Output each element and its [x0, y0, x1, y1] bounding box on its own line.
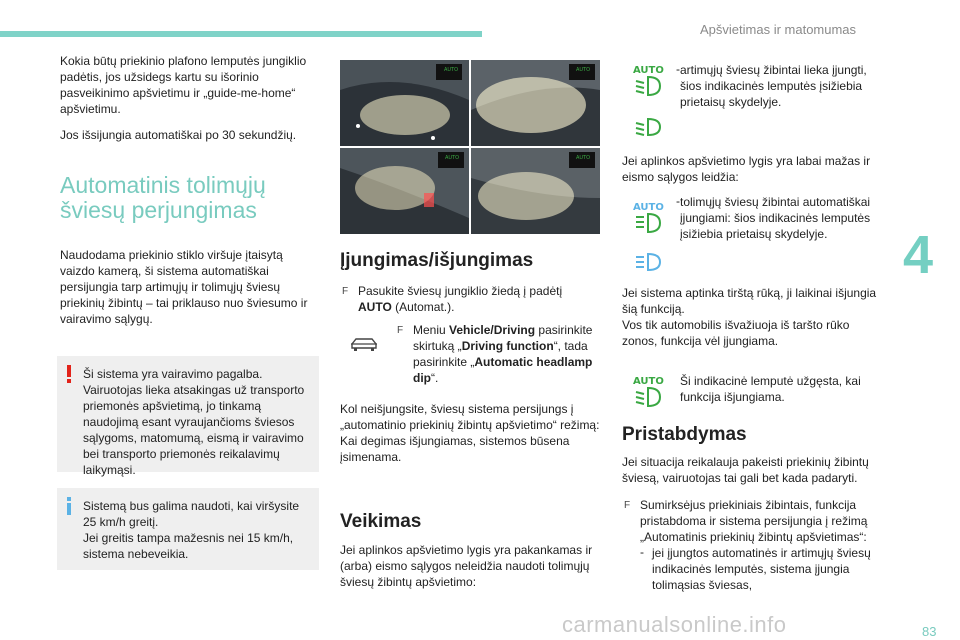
warning-text: Ši sistema yra vairavimo pagalba. Vairuotojas lieka atsakingas už transporto priemonės apšvietimą, jo tinkamą naudojimą esant vyraujančioms šviesos sąlygoms, matomumą, eismą ir vairavimo bei transporto priemonės reikalavimų laikymąsi. [83, 367, 305, 477]
svg-text:AUTO: AUTO [445, 155, 460, 161]
auto-dipped-beam-indicator-icon [630, 63, 666, 97]
pause-sub-item [640, 545, 882, 593]
dipped-beam-item [676, 62, 880, 110]
function-off-text: Ši indikacinė lemputė užgęsta, kai funkcija išjungiama. [680, 374, 861, 404]
header-accent-bar [0, 31, 482, 37]
dipped-beam-indicator-icon [632, 117, 664, 137]
dipped-beam-dash: - [676, 62, 680, 76]
page-number: 83 [922, 624, 937, 639]
warning-box [57, 356, 319, 477]
auto-off-icon-label: AUTO [633, 376, 664, 387]
svg-text:AUTO: AUTO [444, 67, 459, 73]
photo-road-scene-4 [471, 148, 600, 234]
info-box [57, 488, 319, 570]
auto-dipped-icon-label: AUTO [633, 65, 664, 76]
info-i-icon [63, 496, 75, 516]
auto-off-paragraph: Jos išsijungia automatiškai po 30 sekundžių. [60, 128, 297, 142]
menu-prefix: Meniu [413, 323, 446, 337]
auto-main-beam-indicator-icon [630, 200, 666, 234]
fog-paragraph-2: Vos tik automobilis išvažiuoja iš taršto rūko zonos, funkcija vėl įjungiama. [622, 318, 850, 348]
pause-sub-text: jei įjungtos automatinės ir artimųjų šviesų indikacinės lemputės, sistema įjungia tolimąsias šviesas, [652, 546, 871, 592]
auto-main-icon-label: AUTO [633, 202, 664, 213]
section-title-line1: Automatinis tolimųjų [60, 172, 266, 198]
main-beam-indicator-icon [632, 252, 664, 272]
dipped-beam-text: artimųjų šviesų žibintai lieka įjungti, šios indikacinės lemputės įsižiebia prietaisų skydelyje. [680, 63, 867, 109]
photo-road-scene-3 [340, 148, 469, 234]
menu-instruction [413, 322, 603, 386]
pause-bullet [640, 497, 880, 545]
car-settings-icon [349, 335, 379, 353]
enabled-state-paragraph: Kol neišjungsite, šviesų sistema persijungs į „automatinio priekinių žibintų apšvietimo“ režimą: [340, 402, 600, 432]
main-beam-text: tolimųjų šviesų žibintai automatiškai įjungiami: šios indikacinės lemputės įsižiebia prietaisų skydelyje. [680, 195, 871, 241]
heading-pause: Pristabdymas [622, 424, 747, 445]
system-description: Naudodama priekinio stiklo viršuje įtaisytą vaizdo kamerą, ši sistema automatiškai persijungia tarp artimųjų ir tolimųjų šviesų priekinių žibintų – tai priklauso nuo šviesumo ir vairavimo sąlygų. [60, 248, 308, 326]
pause-bullet-text: F Sumirksėjus priekiniais žibintais, funkcija pristabdoma ir sistema persijungia į režimą „Automatinis priekinių žibintų apšvietimas“: [640, 497, 880, 545]
activation-bullet [358, 283, 606, 315]
photo-road-scene-1 [340, 60, 469, 146]
section-title-line2: šviesų perjungimas [60, 197, 257, 223]
operation-paragraph: Jei aplinkos apšvietimo lygis yra pakankamas ir (arba) eismo sąlygos neleidžia naudoti tolimųjų šviesų žibintų apšvietimo: [340, 543, 593, 589]
activation-bullet-text: Pasukite šviesų jungiklio žiedą į padėtį [358, 284, 563, 298]
menu-driving-function: Driving function [461, 339, 554, 353]
column-1 [60, 53, 316, 143]
low-light-paragraph: Jei aplinkos apšvietimo lygis yra labai mažas ir eismo sąlygos leidžia: [622, 154, 871, 184]
memorised-state-paragraph: Kai degimas išjungiamas, sistemos būsena įsimenama. [340, 434, 570, 464]
section-title [60, 173, 316, 223]
main-beam-item [676, 194, 880, 242]
menu-mid-2: “, tada pasirinkite „ [413, 339, 588, 369]
warning-exclamation-icon [63, 364, 75, 384]
info-text-speed-off: Jei greitis tampa mažesnis nei 15 km/h, sistema nebeveikia. [83, 531, 294, 561]
auto-position-label: AUTO [358, 300, 392, 314]
heading-operation: Veikimas [340, 511, 422, 532]
heading-activation: Įjungimas/išjungimas [340, 250, 534, 271]
main-beam-dash: - [676, 194, 680, 208]
menu-mid: pasirinkite skirtuką „ [413, 323, 593, 353]
menu-end: “. [431, 371, 439, 385]
pause-sub-dash: - [640, 545, 644, 559]
watermark: carmanualsonline.info [562, 612, 787, 637]
menu-automatic-headlamp-dip: Automatic headlamp dip [413, 355, 593, 385]
auto-off-indicator-icon [630, 374, 666, 408]
info-text-speed-on: Sistemą bus galima naudoti, kai viršysite 25 km/h greitį. [83, 499, 300, 529]
pause-paragraph: Jei situacija reikalauja pakeisti priekinių žibintų šviesą, vairuotojas tai gali bet kada padaryti. [622, 455, 869, 485]
svg-text:AUTO: AUTO [576, 155, 591, 161]
fog-paragraph: Jei sistema aptinka tirštą rūką, ji laikinai išjungia šią funkciją. [622, 286, 877, 316]
menu-vehicle-driving: Vehicle/Driving [449, 323, 536, 337]
photo-road-scene-2 [471, 60, 600, 146]
intro-paragraph: Kokia būtų priekinio plafono lemputės jungiklio padėtis, jos užsidegs kartu su išorinio pasveikinimo apšvietimu ir „guide-me-home“ apšvietimu. [60, 54, 307, 116]
auto-position-suffix: (Automat.). [395, 300, 455, 314]
svg-text:AUTO: AUTO [576, 67, 591, 73]
chapter-number: 4 [903, 225, 934, 285]
running-header: Apšvietimas ir matomumas [700, 22, 857, 37]
